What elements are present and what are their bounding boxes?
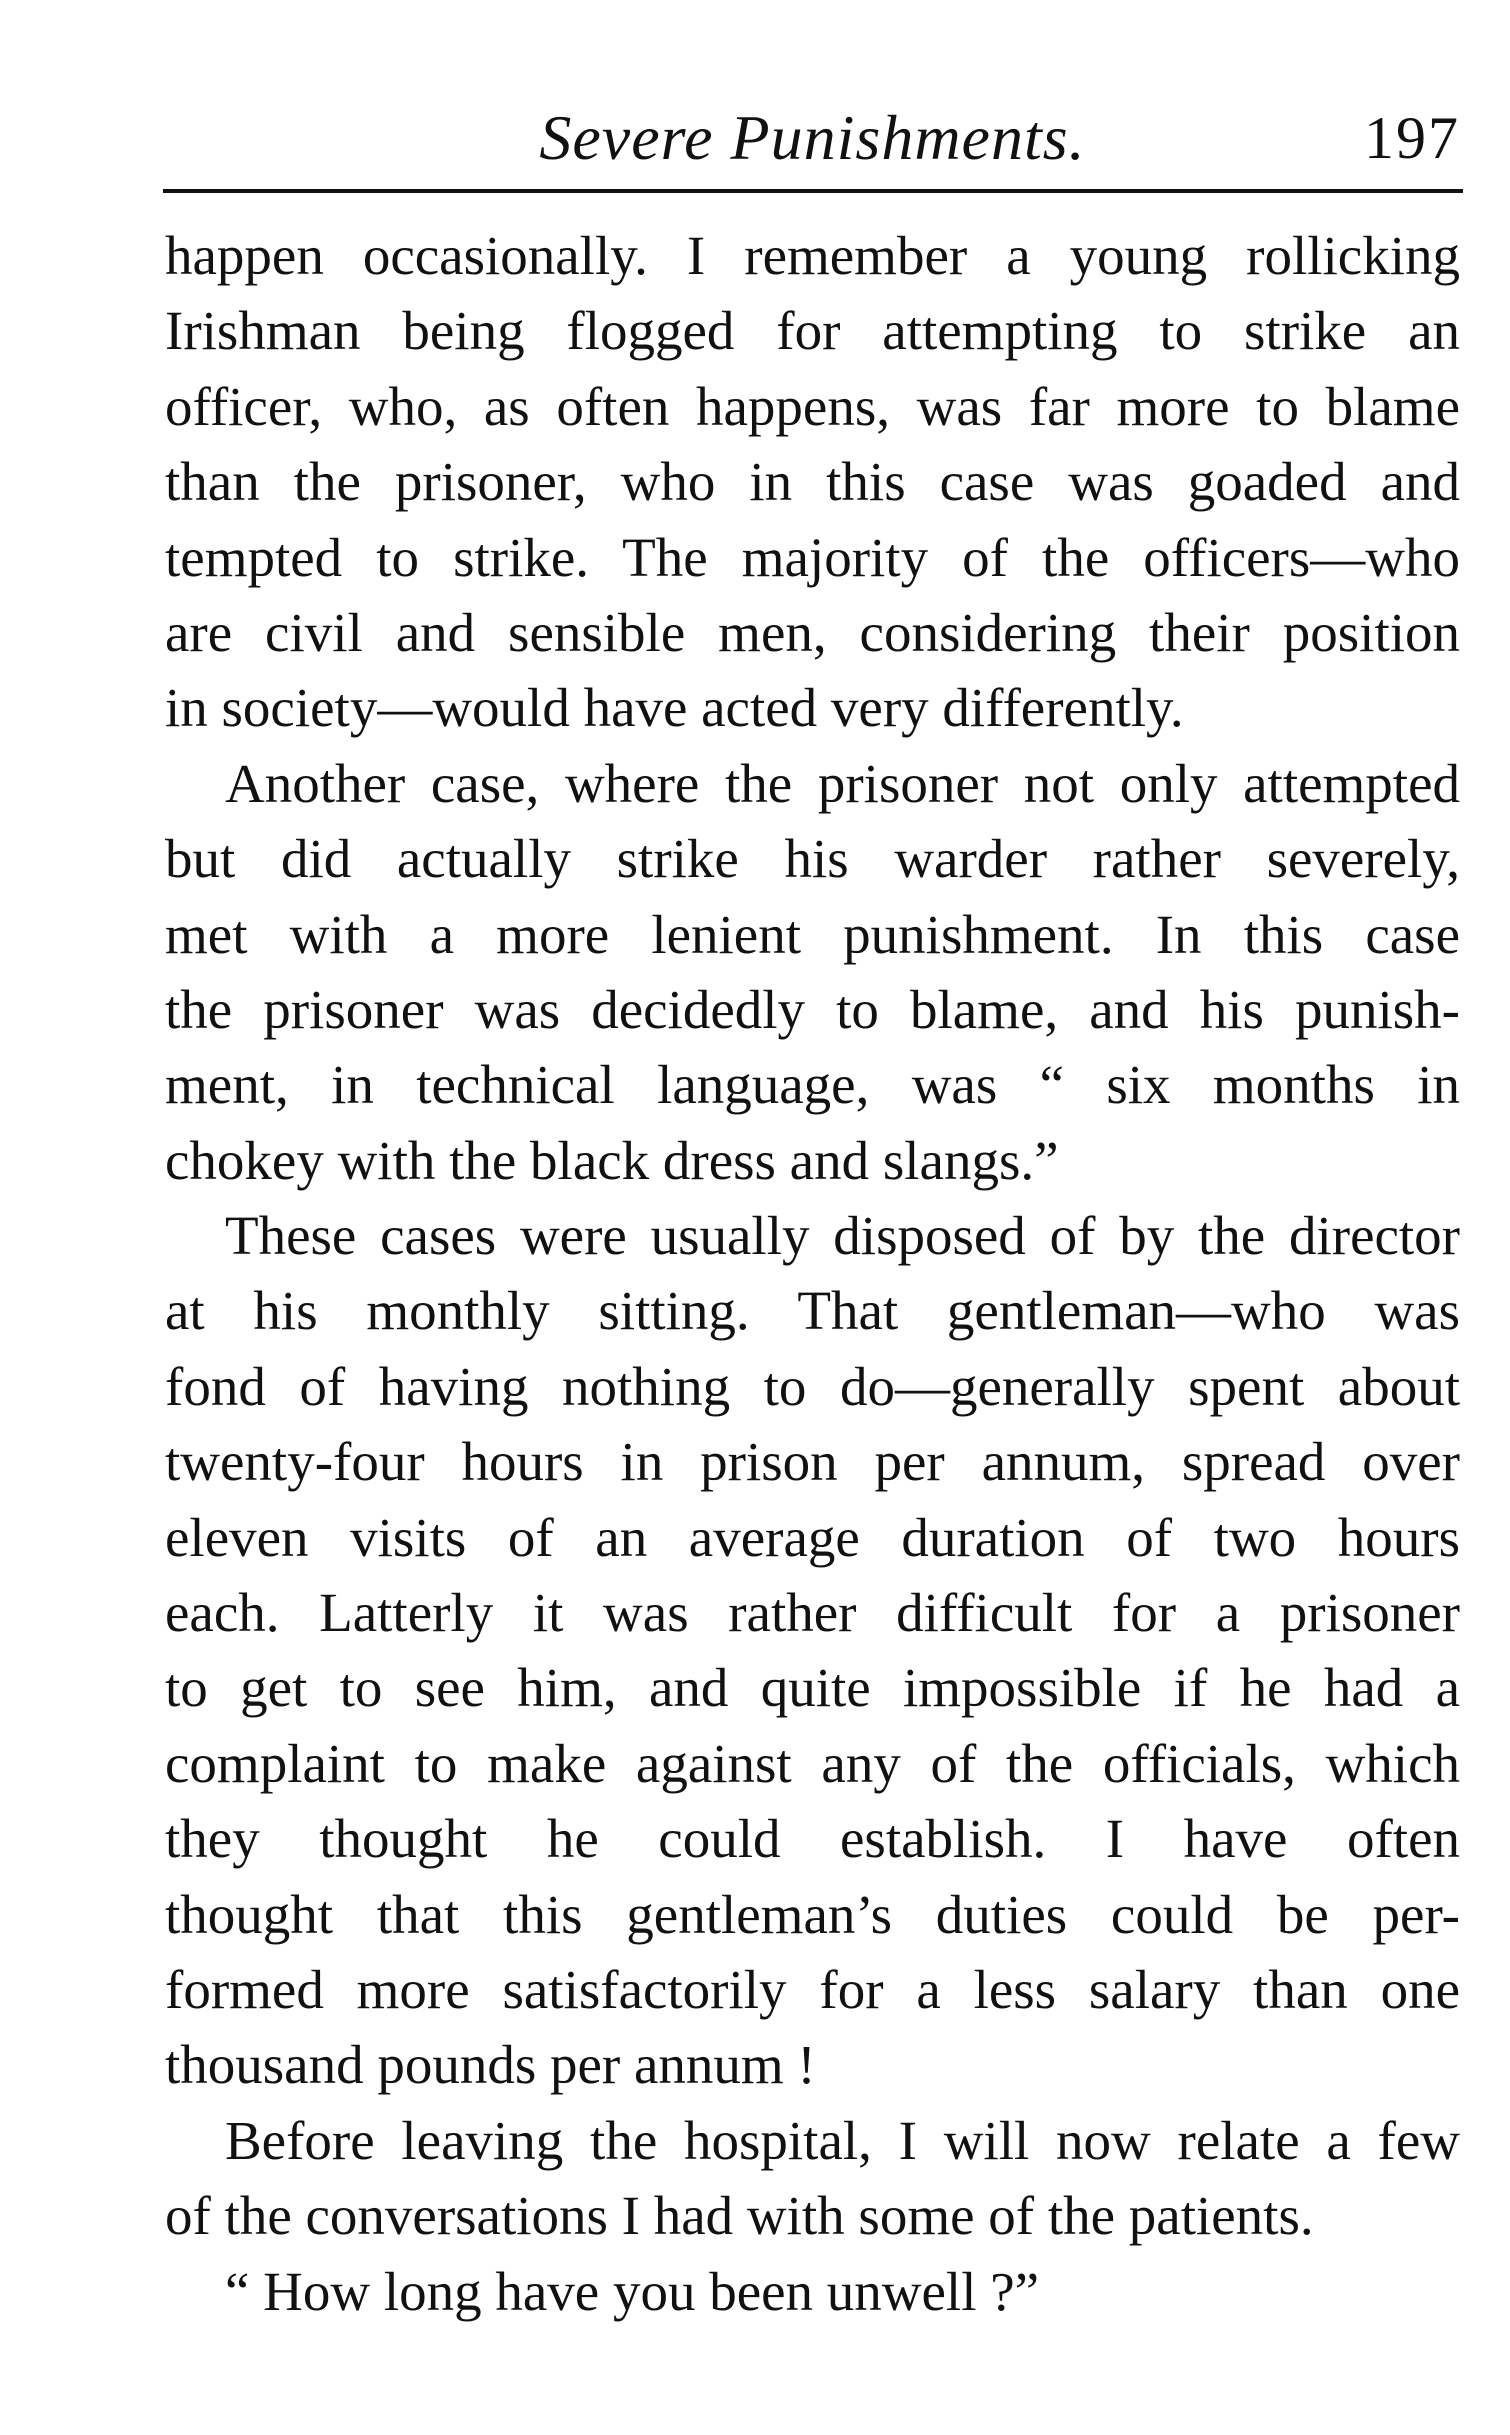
text-line: officer, who, as often happens, was far more to blame: [165, 375, 1460, 437]
text-line: they thought he could establish. I have often: [165, 1808, 1460, 1870]
paragraph-4: [165, 2103, 1460, 2254]
text-line: are civil and sensible men, considering their position: [165, 601, 1460, 663]
text-line: “ How long have you been unwell ?”: [225, 2260, 1040, 2322]
text-line: Before leaving the hospital, I will now relate a few: [225, 2109, 1460, 2171]
text-line: complaint to make against any of the officials, which: [165, 1732, 1460, 1794]
text-line: to get to see him, and quite impossible if he had a: [165, 1657, 1460, 1719]
running-title: Severe Punishments.: [539, 102, 1086, 173]
paragraph-3: [165, 1198, 1460, 2103]
text-line: at his monthly sitting. That gentleman—who was: [165, 1280, 1460, 1342]
text-line: Irishman being flogged for attempting to strike an: [165, 300, 1460, 362]
text-line: thought that this gentleman’s duties could be per-: [165, 1883, 1460, 1945]
text-line: formed more satisfactorily for a less salary than one: [165, 1958, 1460, 2020]
text-line: These cases were usually disposed of by the director: [225, 1205, 1460, 1267]
text-line: of the conversations I had with some of the patients.: [165, 2185, 1314, 2247]
text-line: each. Latterly it was rather difficult for a prisoner: [165, 1582, 1460, 1644]
text-line: thousand pounds per annum !: [165, 2034, 816, 2096]
page-header: [165, 88, 1460, 188]
text-line: twenty-four hours in prison per annum, spread over: [165, 1431, 1460, 1493]
text-line: ment, in technical language, was “ six months in: [165, 1054, 1460, 1116]
page-number: 197: [1364, 105, 1460, 171]
paragraph-1: [165, 218, 1460, 746]
text-line: tempted to strike. The majority of the officers—who: [165, 526, 1460, 588]
header-rule: [163, 189, 1463, 193]
text-line: than the prisoner, who in this case was goaded and: [165, 451, 1460, 513]
text-line: chokey with the black dress and slangs.”: [165, 1129, 1059, 1191]
text-line: happen occasionally. I remember a young rollicking: [165, 225, 1460, 286]
text-line: fond of having nothing to do—generally spent about: [165, 1355, 1460, 1417]
text-line: met with a more lenient punishment. In this case: [165, 903, 1460, 965]
text-line: Another case, where the prisoner not only attempted: [225, 752, 1460, 814]
body-text: [165, 218, 1460, 2329]
text-line: eleven visits of an average duration of two hours: [165, 1506, 1460, 1568]
text-line: but did actually strike his warder rather severely,: [165, 828, 1460, 890]
text-line: the prisoner was decidedly to blame, and his punish-: [165, 978, 1460, 1040]
paragraph-2: [165, 746, 1460, 1198]
paragraph-5: [165, 2254, 1460, 2329]
text-line: in society—would have acted very differently.: [165, 677, 1184, 739]
